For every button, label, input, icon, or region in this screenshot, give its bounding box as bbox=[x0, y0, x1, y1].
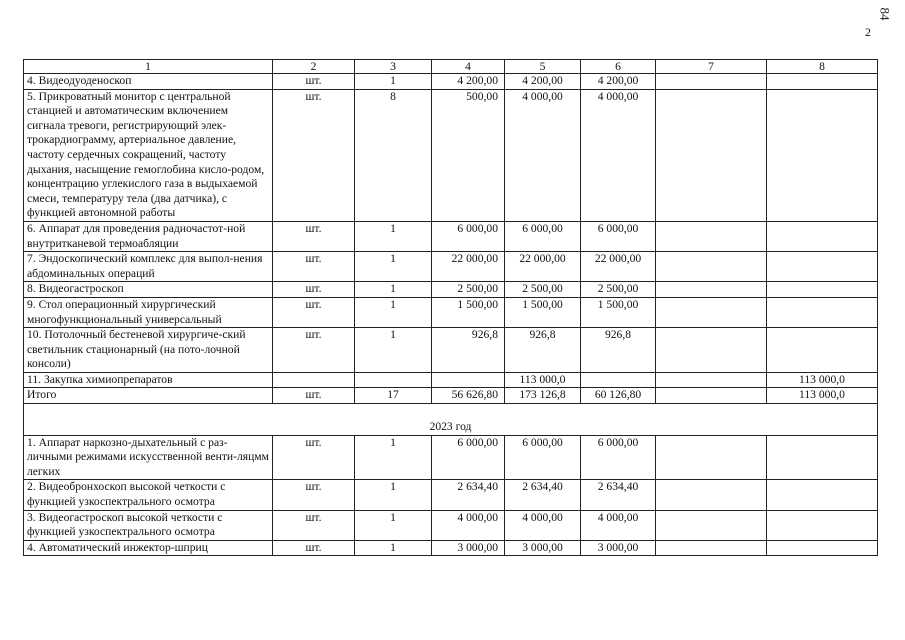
table-row bbox=[24, 328, 878, 373]
value-col8-cell bbox=[767, 89, 878, 221]
value-col8-cell bbox=[767, 282, 878, 298]
value-col4-cell: 4 200,00 bbox=[432, 74, 505, 90]
column-header: 1 bbox=[24, 60, 273, 74]
item-name-cell: 9. Стол операционный хирургический многофункциональный универсальный bbox=[24, 297, 273, 327]
quantity-cell: 1 bbox=[355, 540, 432, 556]
value-col6-cell: 4 000,00 bbox=[581, 510, 656, 540]
unit-cell: шт. bbox=[273, 328, 355, 373]
value-col6-cell: 926,8 bbox=[581, 328, 656, 373]
item-name-cell: 11. Закупка химиопрепаратов bbox=[24, 372, 273, 388]
unit-cell: шт. bbox=[273, 480, 355, 510]
table-header-row bbox=[24, 60, 878, 74]
value-col4-cell: 22 000,00 bbox=[432, 252, 505, 282]
item-name-cell: 7. Эндоскопический комплекс для выпол-нения абдоминальных операций bbox=[24, 252, 273, 282]
quantity-cell: 1 bbox=[355, 297, 432, 327]
unit-cell: шт. bbox=[273, 89, 355, 221]
quantity-cell: 1 bbox=[355, 435, 432, 480]
value-col5-cell: 2 500,00 bbox=[505, 282, 581, 298]
value-col6-cell: 3 000,00 bbox=[581, 540, 656, 556]
value-col6-cell: 2 500,00 bbox=[581, 282, 656, 298]
value-col4-cell: 56 626,80 bbox=[432, 388, 505, 404]
value-col7-cell bbox=[656, 540, 767, 556]
unit-cell: шт. bbox=[273, 388, 355, 404]
value-col6-cell: 2 634,40 bbox=[581, 480, 656, 510]
column-header: 7 bbox=[656, 60, 767, 74]
quantity-cell: 17 bbox=[355, 388, 432, 404]
value-col4-cell: 2 500,00 bbox=[432, 282, 505, 298]
value-col7-cell bbox=[656, 221, 767, 251]
value-col5-cell: 2 634,40 bbox=[505, 480, 581, 510]
column-header: 2 bbox=[273, 60, 355, 74]
value-col6-cell: 6 000,00 bbox=[581, 435, 656, 480]
value-col6-cell: 60 126,80 bbox=[581, 388, 656, 404]
item-name-cell: 2. Видеобронхоскоп высокой четкости с функцией узкоспектрального осмотра bbox=[24, 480, 273, 510]
column-header: 3 bbox=[355, 60, 432, 74]
value-col5-cell: 926,8 bbox=[505, 328, 581, 373]
value-col6-cell: 22 000,00 bbox=[581, 252, 656, 282]
unit-cell: шт. bbox=[273, 435, 355, 480]
value-col8-cell bbox=[767, 480, 878, 510]
value-col4-cell: 6 000,00 bbox=[432, 435, 505, 480]
value-col5-cell: 6 000,00 bbox=[505, 221, 581, 251]
value-col8-cell bbox=[767, 510, 878, 540]
value-col4-cell: 2 634,40 bbox=[432, 480, 505, 510]
handwritten-page-mark: 84 bbox=[877, 7, 893, 21]
value-col4-cell: 500,00 bbox=[432, 89, 505, 221]
value-col7-cell bbox=[656, 297, 767, 327]
table-row bbox=[24, 510, 878, 540]
value-col5-cell: 4 000,00 bbox=[505, 89, 581, 221]
unit-cell bbox=[273, 372, 355, 388]
value-col5-cell: 173 126,8 bbox=[505, 388, 581, 404]
value-col5-cell: 1 500,00 bbox=[505, 297, 581, 327]
value-col5-cell: 4 000,00 bbox=[505, 510, 581, 540]
table-row bbox=[24, 372, 878, 388]
table-row bbox=[24, 435, 878, 480]
value-col7-cell bbox=[656, 388, 767, 404]
value-col5-cell: 113 000,0 bbox=[505, 372, 581, 388]
table-row bbox=[24, 89, 878, 221]
item-name-cell: 1. Аппарат наркозно-дыхательный с раз-личными режимами искусственной венти-ляцмм легких bbox=[24, 435, 273, 480]
value-col8-cell bbox=[767, 221, 878, 251]
quantity-cell: 1 bbox=[355, 328, 432, 373]
table-row bbox=[24, 480, 878, 510]
unit-cell: шт. bbox=[273, 297, 355, 327]
quantity-cell: 1 bbox=[355, 74, 432, 90]
value-col4-cell: 6 000,00 bbox=[432, 221, 505, 251]
value-col8-cell bbox=[767, 435, 878, 480]
year-label: 2023 год bbox=[24, 404, 878, 436]
value-col6-cell: 4 000,00 bbox=[581, 89, 656, 221]
item-name-cell: Итого bbox=[24, 388, 273, 404]
value-col7-cell bbox=[656, 282, 767, 298]
column-header: 8 bbox=[767, 60, 878, 74]
value-col5-cell: 6 000,00 bbox=[505, 435, 581, 480]
quantity-cell: 1 bbox=[355, 252, 432, 282]
table-row bbox=[24, 282, 878, 298]
value-col8-cell bbox=[767, 328, 878, 373]
item-name-cell: 10. Потолочный бестеневой хирургиче-ский светильник стационарный (на пото-лочной консоли) bbox=[24, 328, 273, 373]
quantity-cell: 8 bbox=[355, 89, 432, 221]
year-separator-row bbox=[24, 404, 878, 436]
quantity-cell: 1 bbox=[355, 282, 432, 298]
unit-cell: шт. bbox=[273, 252, 355, 282]
table-row bbox=[24, 221, 878, 251]
item-name-cell: 3. Видеогастроскоп высокой четкости с функцией узкоспектрального осмотра bbox=[24, 510, 273, 540]
value-col6-cell: 4 200,00 bbox=[581, 74, 656, 90]
quantity-cell: 1 bbox=[355, 480, 432, 510]
equipment-table bbox=[23, 59, 878, 556]
value-col7-cell bbox=[656, 89, 767, 221]
value-col7-cell bbox=[656, 252, 767, 282]
unit-cell: шт. bbox=[273, 221, 355, 251]
value-col7-cell bbox=[656, 510, 767, 540]
item-name-cell: 4. Видеодуоденоскоп bbox=[24, 74, 273, 90]
value-col8-cell bbox=[767, 540, 878, 556]
unit-cell: шт. bbox=[273, 282, 355, 298]
column-header: 6 bbox=[581, 60, 656, 74]
value-col7-cell bbox=[656, 328, 767, 373]
value-col8-cell: 113 000,0 bbox=[767, 388, 878, 404]
value-col7-cell bbox=[656, 372, 767, 388]
value-col7-cell bbox=[656, 74, 767, 90]
table-row bbox=[24, 74, 878, 90]
item-name-cell: 5. Прикроватный монитор с центральной станцией и автоматическим включением сигнала тревоги, регистрирующий элек-трокардиограмму, артериальное давление, частоту сердечных сокращений, частоту дыхания, насыщение гемоглобина кисло-родом, концентрацию углекислого газа в выдыхаемой смеси, температуру тела (два датчика), с функцией автономной работы bbox=[24, 89, 273, 221]
value-col6-cell: 6 000,00 bbox=[581, 221, 656, 251]
table-row bbox=[24, 540, 878, 556]
table-row bbox=[24, 297, 878, 327]
quantity-cell bbox=[355, 372, 432, 388]
item-name-cell: 4. Автоматический инжектор-шприц bbox=[24, 540, 273, 556]
value-col8-cell: 113 000,0 bbox=[767, 372, 878, 388]
value-col6-cell bbox=[581, 372, 656, 388]
unit-cell: шт. bbox=[273, 74, 355, 90]
value-col5-cell: 3 000,00 bbox=[505, 540, 581, 556]
value-col7-cell bbox=[656, 480, 767, 510]
item-name-cell: 8. Видеогастроскоп bbox=[24, 282, 273, 298]
column-header: 5 bbox=[505, 60, 581, 74]
column-header: 4 bbox=[432, 60, 505, 74]
value-col4-cell: 4 000,00 bbox=[432, 510, 505, 540]
quantity-cell: 1 bbox=[355, 221, 432, 251]
table-body bbox=[24, 60, 878, 556]
page-number: 2 bbox=[865, 25, 871, 39]
value-col5-cell: 22 000,00 bbox=[505, 252, 581, 282]
unit-cell: шт. bbox=[273, 540, 355, 556]
value-col4-cell: 926,8 bbox=[432, 328, 505, 373]
value-col5-cell: 4 200,00 bbox=[505, 74, 581, 90]
value-col8-cell bbox=[767, 252, 878, 282]
value-col4-cell bbox=[432, 372, 505, 388]
table-row bbox=[24, 388, 878, 404]
unit-cell: шт. bbox=[273, 510, 355, 540]
item-name-cell: 6. Аппарат для проведения радиочастот-ной внутритканевой термоабляции bbox=[24, 221, 273, 251]
value-col8-cell bbox=[767, 297, 878, 327]
value-col4-cell: 1 500,00 bbox=[432, 297, 505, 327]
quantity-cell: 1 bbox=[355, 510, 432, 540]
table-row bbox=[24, 252, 878, 282]
value-col8-cell bbox=[767, 74, 878, 90]
value-col7-cell bbox=[656, 435, 767, 480]
value-col6-cell: 1 500,00 bbox=[581, 297, 656, 327]
value-col4-cell: 3 000,00 bbox=[432, 540, 505, 556]
